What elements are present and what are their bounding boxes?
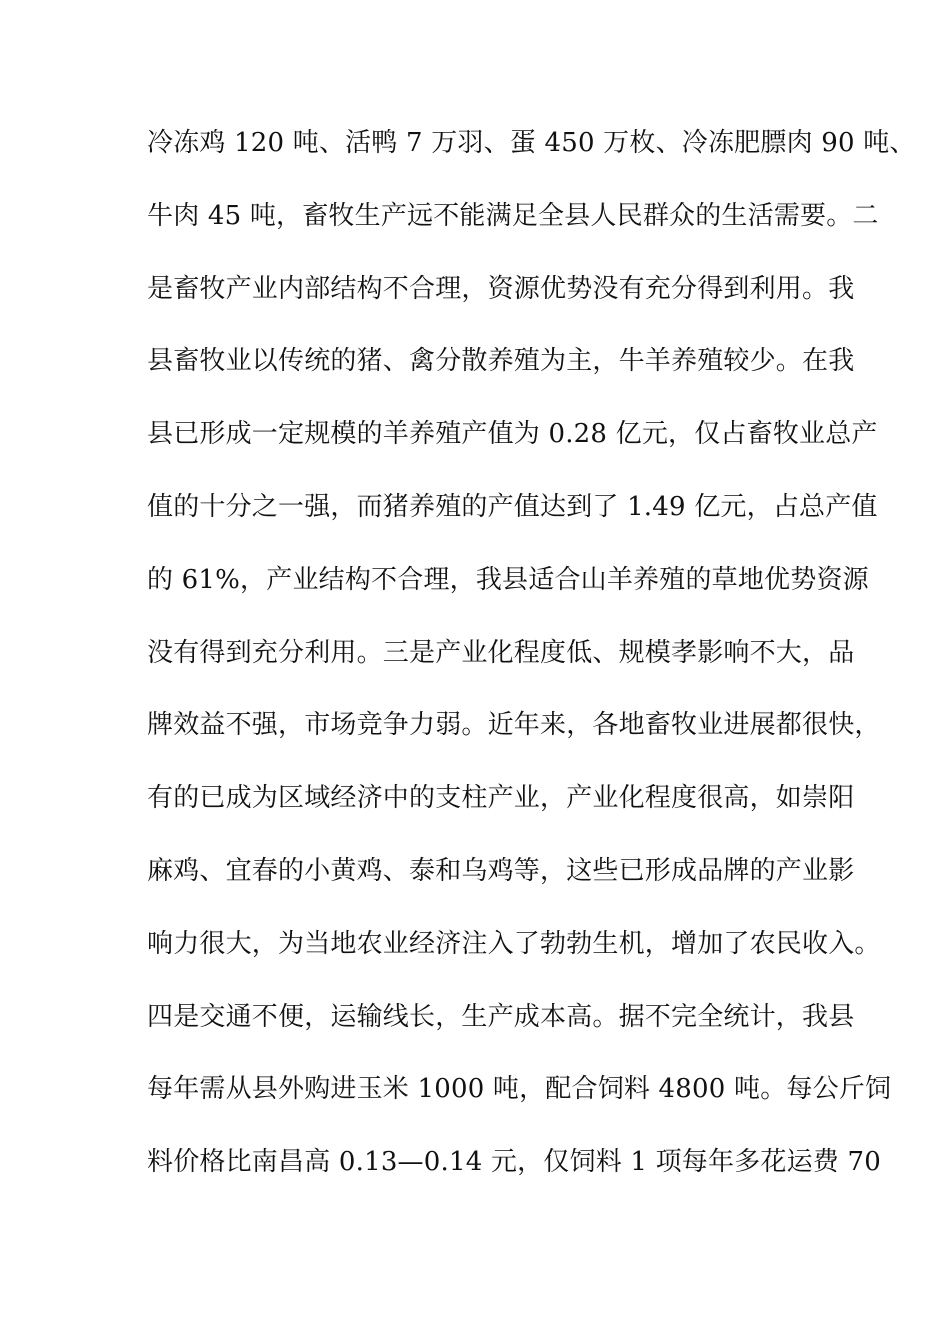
text-line: 的 61%，产业结构不合理，我县适合山羊养殖的草地优势资源: [147, 564, 869, 595]
text-line: 县畜牧业以传统的猪、禽分散养殖为主，牛羊养殖较少。在我: [147, 346, 855, 377]
text-line: 四是交通不便，运输线长，生产成本高。据不完全统计，我县: [147, 1001, 855, 1032]
text-line: 料价格比南昌高 0.13—0.14 元，仅饲料 1 项每年多花运费 70: [147, 1147, 881, 1178]
text-line: 麻鸡、宜春的小黄鸡、泰和乌鸡等，这些已形成品牌的产业影: [147, 855, 855, 886]
text-line: 牌效益不强，市场竞争力弱。近年来，各地畜牧业进展都很快，: [147, 710, 881, 741]
text-line: 牛肉 45 吨，畜牧生产远不能满足全县人民群众的生活需要。二: [147, 200, 879, 231]
text-line: 响力很大，为当地农业经济注入了勃勃生机，增加了农民收入。: [147, 928, 881, 959]
text-line: 每年需从县外购进玉米 1000 吨，配合饲料 4800 吨。每公斤饲: [147, 1074, 892, 1105]
text-line: 冷冻鸡 120 吨、活鸭 7 万羽、蛋 450 万枚、冷冻肥膘肉 90 吨、: [147, 128, 916, 158]
text-line: 值的十分之一强，而猪养殖的产值达到了 1.49 亿元，占总产值: [147, 491, 878, 522]
body-text: [147, 128, 916, 1222]
text-line: 是畜牧产业内部结构不合理，资源优势没有充分得到利用。我: [147, 273, 855, 304]
text-line: 没有得到充分利用。三是产业化程度低、规模孝影响不大，品: [147, 637, 855, 668]
text-line: 县已形成一定规模的羊养殖产值为 0.28 亿元，仅占畜牧业总产: [147, 419, 878, 450]
text-line: 有的已成为区域经济中的支柱产业，产业化程度很高，如崇阳: [147, 783, 855, 814]
